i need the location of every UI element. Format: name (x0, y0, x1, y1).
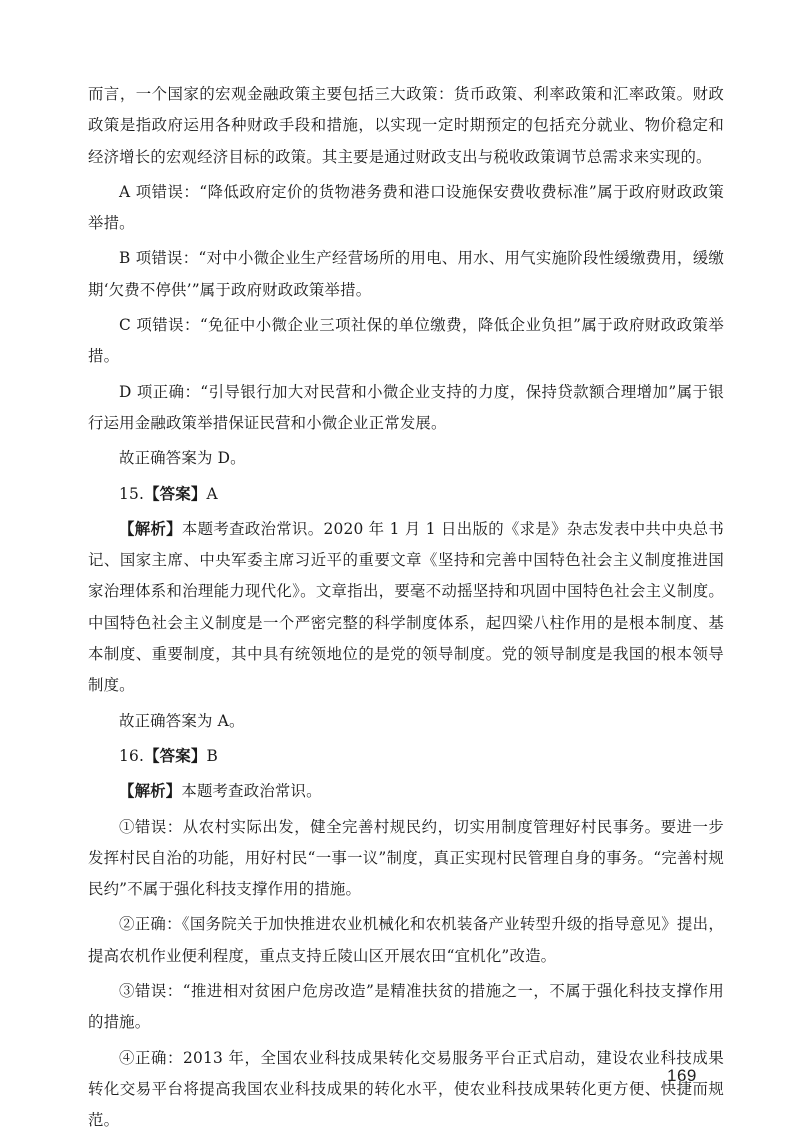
answer-value: B (206, 746, 218, 765)
paragraph-text: 故正确答案为 D。 (119, 449, 246, 468)
paragraph-text: 而言，一个国家的宏观金融政策主要包括三大政策：货币政策、利率政策和汇率政策。财政政策是指政府运用各种财政手段和措施，以实现一定时期预定的包括充分就业、物价稳定和经济增长的宏观经济目标的政策。其主要是通过财政支出与税收政策调节总需求来实现的。 (88, 85, 724, 166)
paragraph-text: ②正确：《国务院关于加快推进农业机械化和农机装备产业转型升级的指导意见》提出，提高农机作业便利程度，重点支持丘陵山区开展农田“宜机化”改造。 (88, 915, 724, 965)
paragraph-text: C 项错误：“免征中小微企业三项社保的单位缴费，降低企业负担”属于政府财政政策举措。 (88, 316, 724, 366)
question-number: 15. (119, 484, 145, 503)
answer-value: A (206, 484, 218, 503)
answer-heading-16 (88, 741, 724, 772)
page-body (88, 79, 724, 1137)
paragraph-conclusion-15 (88, 706, 724, 737)
page-number: 169 (667, 1066, 697, 1085)
question-number: 16. (119, 746, 145, 765)
analysis-label: 【解析】 (119, 519, 182, 538)
paragraph-text: ①错误：从农村实际出发，健全完善村规民约，切实用制度管理好村民事务。要进一步发挥村民自治的功能，用好村民“一事一议”制度，真正实现村民管理自身的事务。“完善村规民约”不属于强化科技支撑作用的措施。 (88, 817, 724, 899)
paragraph-text: 故正确答案为 A。 (119, 711, 245, 730)
paragraph-item-2 (88, 909, 724, 972)
paragraph-text: B 项错误：“对中小微企业生产经营场所的用电、用水、用气实施阶段性缓缴费用，缓缴期‘欠费不停供’”属于政府财政政策举措。 (88, 249, 724, 299)
paragraph-item-4 (88, 1043, 724, 1137)
paragraph-intro (88, 79, 724, 173)
paragraph-conclusion-14 (88, 443, 724, 474)
paragraph-option-a (88, 177, 724, 240)
paragraph-text: ④正确：2013 年，全国农业科技成果转化交易服务平台正式启动，建设农业科技成果转化交易平台将提高我国农业科技成果的转化水平，使农业科技成果转化更方便、快捷而规范。 (88, 1048, 724, 1130)
paragraph-text: ③错误：“推进相对贫困户危房改造”是精准扶贫的措施之一，不属于强化科技支撑作用的措施。 (88, 982, 724, 1032)
paragraph-text: 本题考查政治常识。 (181, 782, 322, 801)
paragraph-option-c (88, 310, 724, 373)
paragraph-item-1 (88, 812, 724, 906)
analysis-15 (88, 514, 724, 702)
paragraph-option-d (88, 377, 724, 440)
answer-heading-15 (88, 479, 724, 510)
analysis-label: 【解析】 (119, 782, 182, 801)
answer-label: 【答案】 (144, 484, 207, 503)
paragraph-text: 本题考查政治常识。2020 年 1 月 1 日出版的《求是》杂志发表中共中央总书记、国家主席、中央军委主席习近平的重要文章《坚持和完善中国特色社会主义制度推进国家治理体系和治理能力现代化》。文章指出，要毫不动摇坚持和巩固中国特色社会主义制度。中国特色社会主义制度是一个严密完整的科学制度体系，起四梁八柱作用的是根本制度、基本制度、重要制度，其中具有统领地位的是党的领导制度。党的领导制度是我国的根本领导制度。 (88, 519, 724, 695)
paragraph-item-3 (88, 976, 724, 1039)
analysis-16 (88, 776, 724, 807)
answer-label: 【答案】 (144, 746, 207, 765)
paragraph-text: A 项错误：“降低政府定价的货物港务费和港口设施保安费收费标准”属于政府财政政策举措。 (88, 182, 724, 233)
paragraph-text: D 项正确：“引导银行加大对民营和小微企业支持的力度，保持贷款额合理增加”属于银行运用金融政策举措保证民营和小微企业正常发展。 (88, 382, 724, 432)
paragraph-option-b (88, 243, 724, 306)
